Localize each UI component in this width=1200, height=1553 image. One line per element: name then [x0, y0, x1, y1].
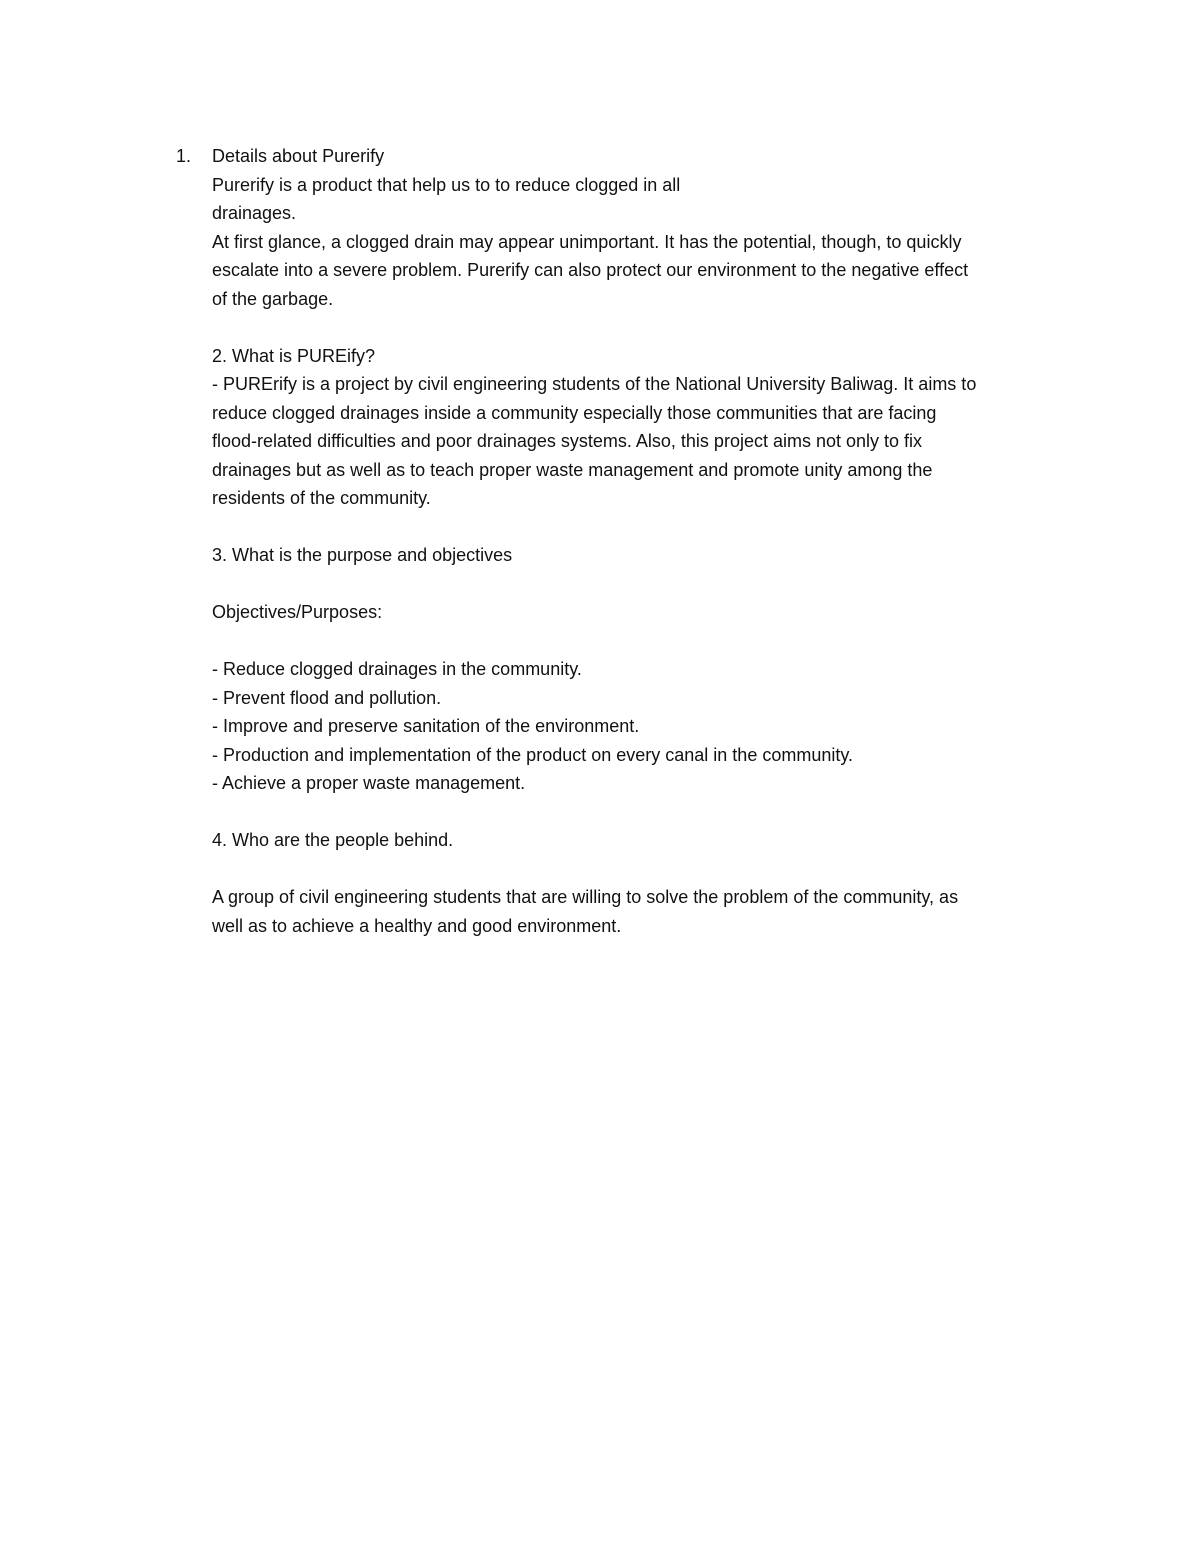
paragraph-line: residents of the community. — [212, 488, 431, 508]
list-item: - Improve and preserve sanitation of the environment. — [212, 716, 640, 736]
paragraph-line: escalate into a severe problem. Purerify can also protect our environment to the negative effect — [212, 260, 969, 280]
list-item: - Prevent flood and pollution. — [212, 687, 442, 708]
blank-line — [212, 313, 1072, 342]
objectives-subheading: Objectives/Purposes: — [212, 602, 383, 622]
objectives-list — [212, 655, 1072, 798]
section-purpose-and-objectives — [212, 541, 1072, 798]
blank-line — [212, 798, 1072, 827]
list-item: - Production and implementation of the product on every canal in the community. — [212, 744, 854, 765]
section-heading: 3. What is the purpose and objectives — [212, 545, 513, 565]
blank-line — [212, 627, 1072, 656]
paragraph-line: well as to achieve a healthy and good environment. — [212, 915, 622, 936]
list-item: - Reduce clogged drainages in the community. — [212, 659, 582, 679]
blank-line — [212, 570, 1072, 599]
blank-line — [212, 513, 1072, 542]
list-number: 1. — [176, 146, 192, 166]
section-details-about-purerify — [176, 142, 1072, 313]
section-what-is-pureify — [212, 342, 1072, 513]
paragraph-line: A group of civil engineering students that are willing to solve the problem of the community, as — [212, 887, 959, 907]
section-heading: 2. What is PUREify? — [212, 345, 376, 366]
paragraph-line: Purerify is a product that help us to to reduce clogged in all — [212, 174, 681, 195]
list-item: - Achieve a proper waste management. — [212, 773, 526, 793]
section-heading: Details about Purerify — [212, 146, 385, 166]
paragraph-line: flood-related difficulties and poor drainages systems. Also, this project aims not only to fix — [212, 431, 923, 451]
paragraph-line: At first glance, a clogged drain may appear unimportant. It has the potential, though, to quickly — [212, 231, 962, 252]
paragraph-line: of the garbage. — [212, 288, 334, 309]
paragraph-line: drainages but as well as to teach proper waste management and promote unity among the — [212, 459, 933, 480]
section-people-behind — [212, 826, 1072, 940]
paragraph-line: drainages. — [212, 203, 297, 223]
document-body — [176, 142, 1072, 940]
blank-line — [212, 855, 1072, 884]
paragraph-line: - PURErify is a project by civil engineering students of the National University Baliwag. It aims to — [212, 374, 977, 394]
section-heading: 4. Who are the people behind. — [212, 830, 454, 850]
paragraph-line: reduce clogged drainages inside a community especially those communities that are facing — [212, 402, 937, 423]
